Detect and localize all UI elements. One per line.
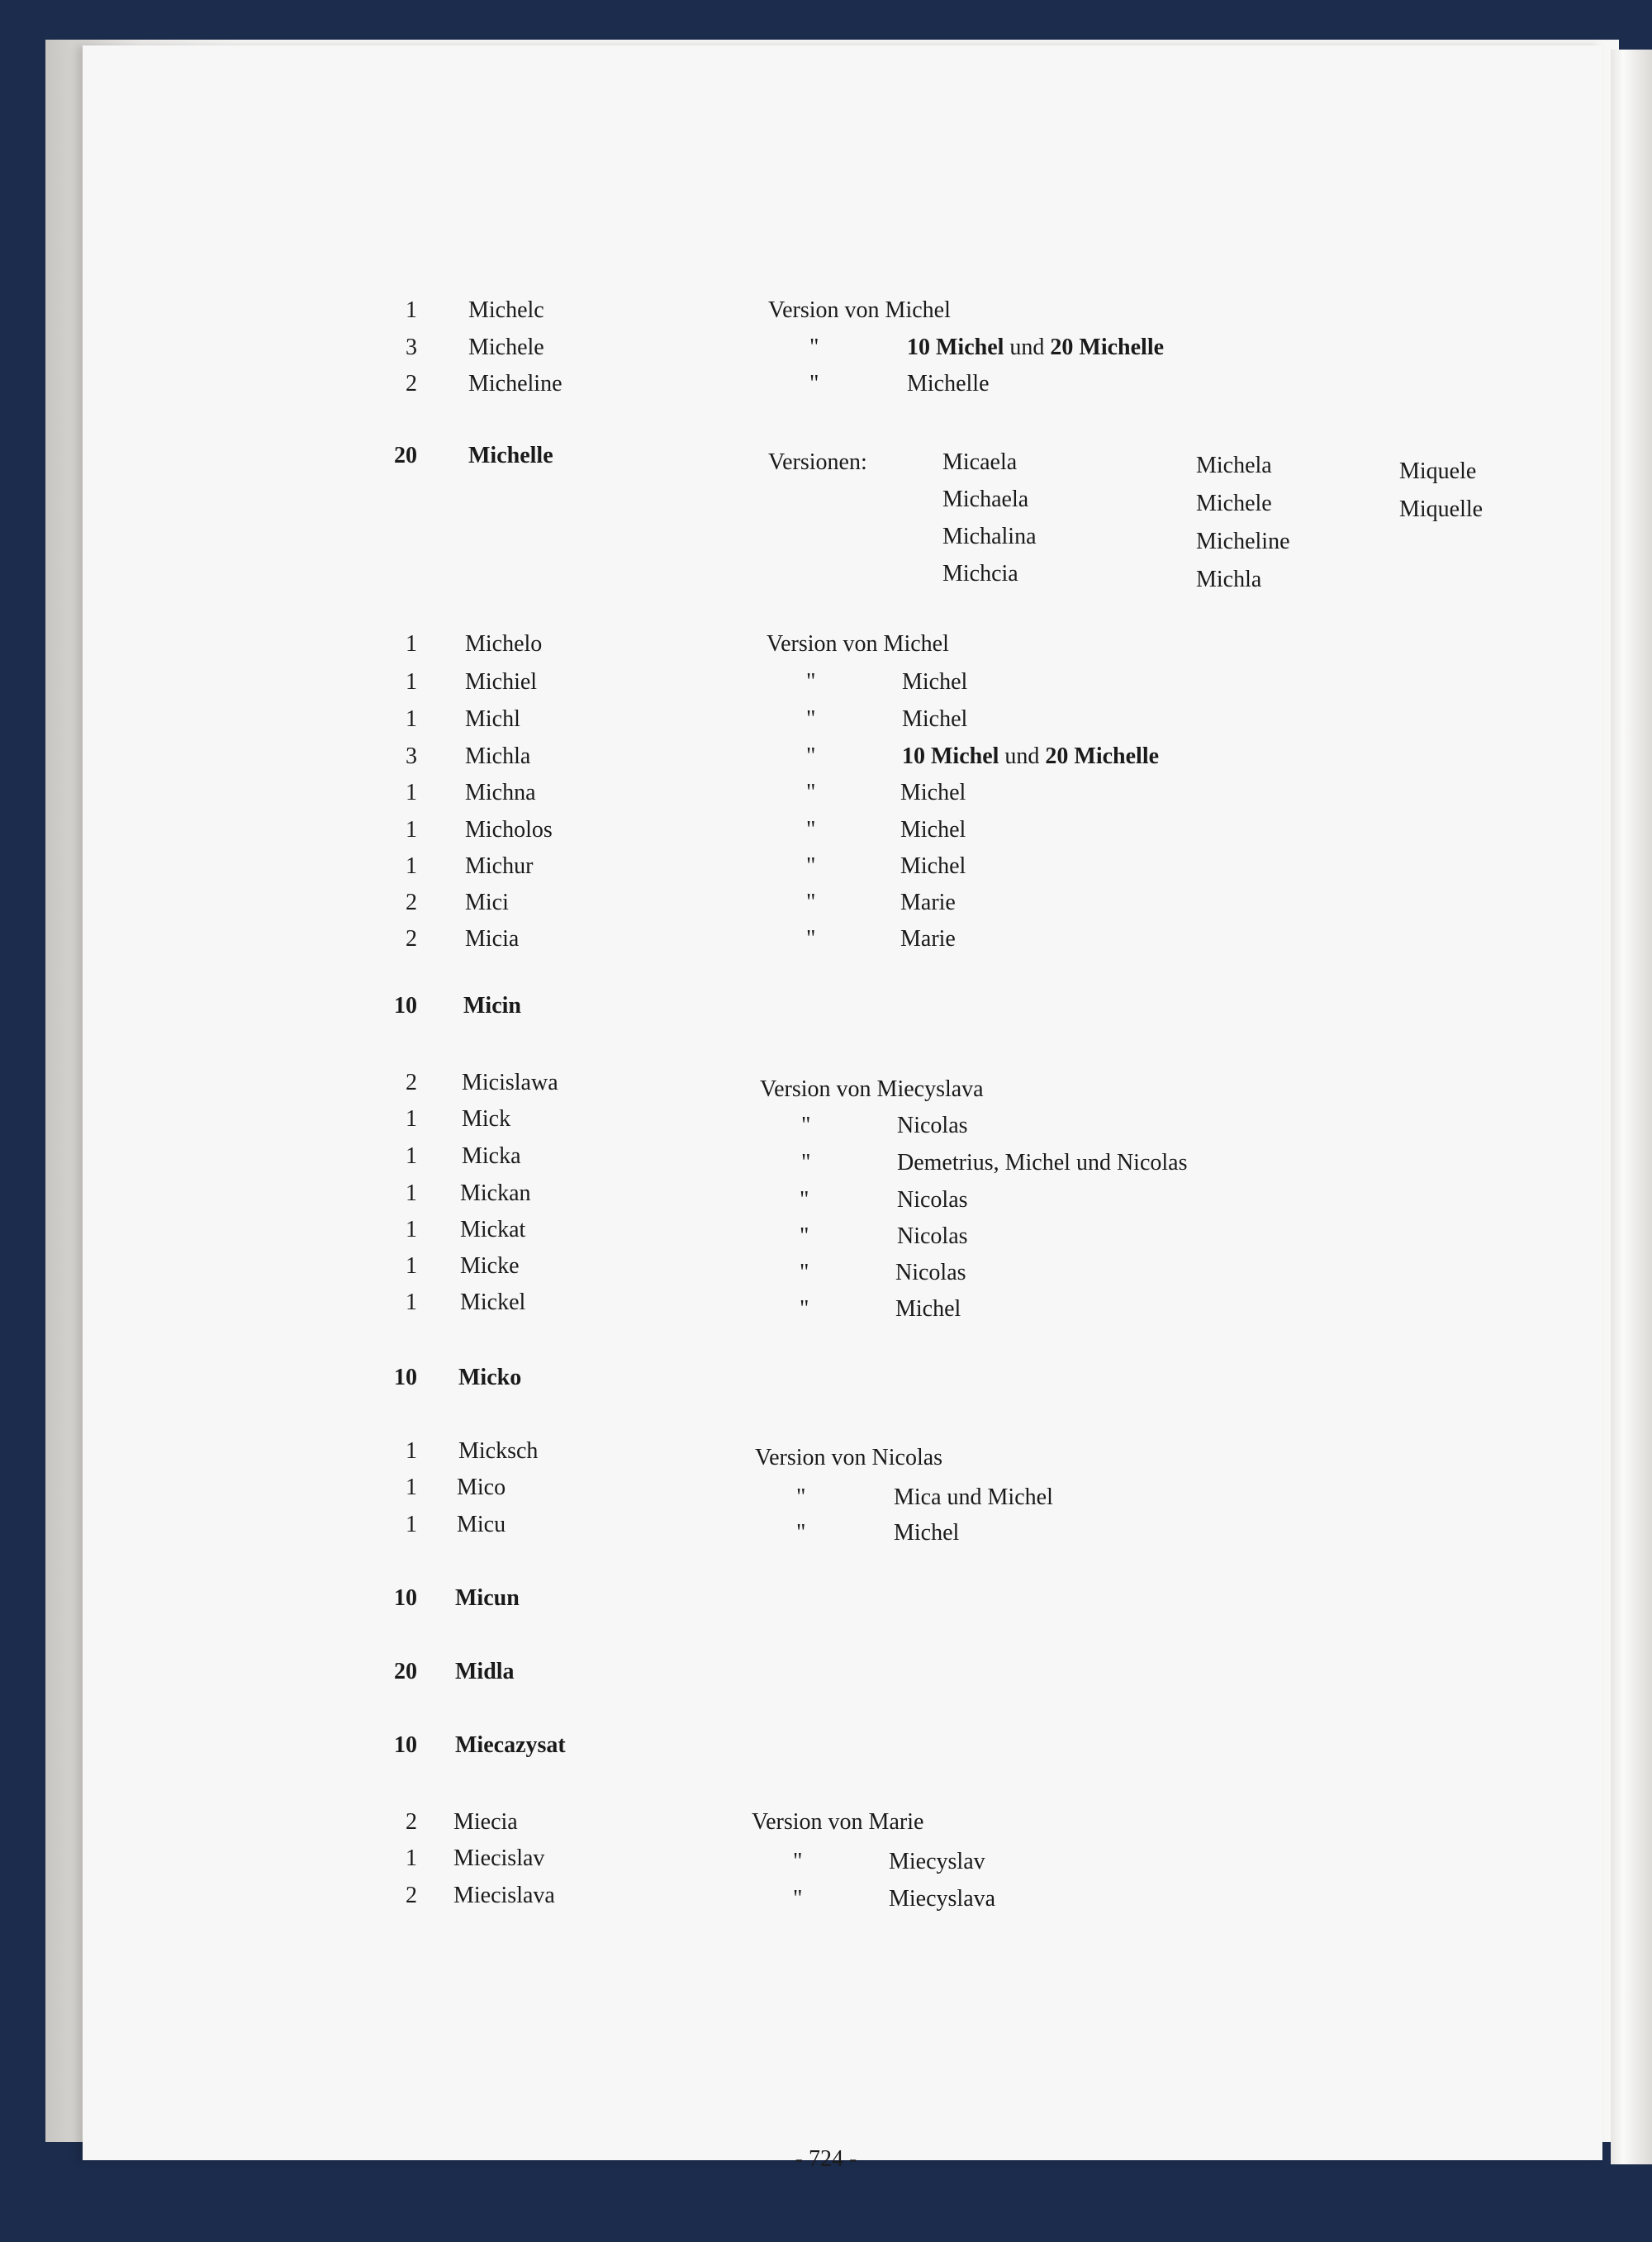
entry-name: Michelo bbox=[465, 631, 543, 657]
entry-name: Miecislava bbox=[453, 1883, 555, 1908]
entry-count: 1 bbox=[406, 1217, 417, 1242]
list-item bbox=[0, 1433, 1652, 1470]
version-name: Michele bbox=[1196, 491, 1272, 516]
ref-bold: 10 Michel bbox=[907, 335, 1004, 360]
ditto-mark: " bbox=[806, 926, 816, 952]
entry-name: Mici bbox=[465, 890, 509, 915]
ditto-mark: " bbox=[793, 1886, 803, 1912]
list-item bbox=[0, 1580, 1652, 1617]
entry-count: 2 bbox=[406, 890, 417, 915]
entry-reference: Nicolas bbox=[897, 1223, 968, 1249]
entry-reference: Miecyslava bbox=[889, 1886, 996, 1912]
entry-count: 2 bbox=[406, 1070, 417, 1095]
page-number: - 724 - bbox=[795, 2146, 857, 2172]
entry-reference: Michel bbox=[900, 780, 966, 805]
entry-count: 1 bbox=[406, 1512, 417, 1537]
entry-name: Micia bbox=[465, 926, 520, 952]
list-item bbox=[0, 1654, 1652, 1690]
entry-reference: Michel bbox=[902, 669, 968, 695]
entry-name: Micin bbox=[463, 993, 521, 1019]
list-item bbox=[0, 1101, 1652, 1138]
list-item bbox=[0, 701, 1652, 738]
entry-count: 1 bbox=[406, 631, 417, 657]
entry-name: Mico bbox=[457, 1475, 506, 1500]
list-item bbox=[0, 1878, 1652, 1914]
list-item bbox=[0, 1727, 1652, 1764]
ditto-mark: " bbox=[793, 1849, 803, 1874]
entry-name: Mick bbox=[462, 1106, 511, 1132]
entry-count: 2 bbox=[406, 371, 417, 397]
entry-name: Micheline bbox=[468, 371, 563, 397]
entry-reference: Demetrius, Michel und Nicolas bbox=[897, 1150, 1188, 1176]
list-item bbox=[0, 1138, 1652, 1175]
version-name: Michalina bbox=[942, 524, 1037, 549]
version-name: Michcia bbox=[942, 561, 1018, 587]
ref-bold: 10 Michel bbox=[902, 743, 999, 769]
entry-reference: Michel bbox=[902, 706, 968, 732]
ditto-mark: " bbox=[800, 1223, 809, 1249]
ditto-mark: " bbox=[796, 1520, 806, 1546]
entry-count: 2 bbox=[406, 1883, 417, 1908]
version-name: Micheline bbox=[1196, 529, 1290, 554]
entry-reference: Marie bbox=[900, 890, 956, 915]
entry-reference bbox=[907, 330, 1164, 366]
list-item bbox=[0, 921, 1652, 957]
list-item bbox=[0, 1360, 1652, 1396]
entry-count: 20 bbox=[394, 443, 417, 468]
entry-count: 3 bbox=[406, 743, 417, 769]
list-item bbox=[0, 988, 1652, 1024]
ditto-mark: " bbox=[800, 1296, 809, 1322]
entry-name: Micu bbox=[457, 1512, 506, 1537]
entry-count: 1 bbox=[406, 1475, 417, 1500]
entry-name: Miecia bbox=[453, 1809, 518, 1835]
entry-description: Version von Michel bbox=[768, 297, 951, 323]
entry-name: Mickat bbox=[460, 1217, 526, 1242]
ditto-mark: " bbox=[806, 780, 816, 805]
version-name: Michela bbox=[1196, 453, 1272, 478]
list-item bbox=[0, 1212, 1652, 1248]
ditto-mark: " bbox=[806, 706, 816, 732]
entry-reference: Michel bbox=[895, 1296, 961, 1322]
entry-reference: Nicolas bbox=[895, 1260, 966, 1285]
ditto-mark: " bbox=[806, 853, 816, 879]
entry-count: 10 bbox=[394, 1585, 417, 1611]
entry-name: Miecislav bbox=[453, 1845, 545, 1871]
entry-count: 1 bbox=[406, 817, 417, 843]
entry-reference: Michelle bbox=[907, 371, 990, 397]
list-item bbox=[0, 1841, 1652, 1877]
list-item bbox=[0, 664, 1652, 701]
list-item bbox=[0, 1248, 1652, 1285]
entry-name: Micun bbox=[455, 1585, 520, 1611]
entry-count: 1 bbox=[406, 669, 417, 695]
ditto-mark: " bbox=[796, 1484, 806, 1510]
entry-count: 1 bbox=[406, 1143, 417, 1169]
ditto-mark: " bbox=[809, 371, 819, 397]
entry-reference bbox=[902, 739, 1159, 775]
list-item bbox=[0, 1804, 1652, 1841]
entry-count: 10 bbox=[394, 993, 417, 1019]
entry-name: Mickel bbox=[460, 1290, 526, 1315]
list-item bbox=[0, 626, 1652, 663]
ditto-mark: " bbox=[806, 817, 816, 843]
entry-reference: Nicolas bbox=[897, 1187, 968, 1213]
list-item bbox=[0, 1285, 1652, 1321]
entry-count: 20 bbox=[394, 1659, 417, 1684]
entry-description: Version von Nicolas bbox=[755, 1445, 943, 1470]
list-item bbox=[0, 330, 1652, 366]
list-item bbox=[0, 1176, 1652, 1212]
entry-reference: Nicolas bbox=[897, 1113, 968, 1138]
entry-count: 1 bbox=[406, 1438, 417, 1464]
list-item bbox=[0, 1470, 1652, 1510]
ref-conjunction: und bbox=[1004, 335, 1051, 360]
ditto-mark: " bbox=[806, 890, 816, 915]
version-name: Micaela bbox=[942, 449, 1018, 475]
entry-reference: Michel bbox=[900, 853, 966, 879]
entry-count: 1 bbox=[406, 1253, 417, 1279]
ref-bold: 20 Michelle bbox=[1050, 335, 1165, 360]
ditto-mark: " bbox=[801, 1150, 811, 1176]
entry-count: 1 bbox=[406, 853, 417, 879]
entry-count: 1 bbox=[406, 1845, 417, 1871]
list-item bbox=[0, 775, 1652, 811]
entry-count: 1 bbox=[406, 1180, 417, 1206]
entry-count: 1 bbox=[406, 706, 417, 732]
list-item bbox=[0, 739, 1652, 775]
ref-conjunction: und bbox=[999, 743, 1046, 769]
entry-reference: Marie bbox=[900, 926, 956, 952]
entry-description: Version von Miecyslava bbox=[760, 1076, 984, 1102]
entry-name: Miecazysat bbox=[455, 1732, 566, 1758]
entry-name: Michna bbox=[465, 780, 536, 805]
entry-name: Micka bbox=[462, 1143, 521, 1169]
ref-bold: 20 Michelle bbox=[1045, 743, 1160, 769]
entry-count: 2 bbox=[406, 1809, 417, 1835]
entry-name: Michelle bbox=[468, 443, 553, 468]
entry-count: 1 bbox=[406, 1106, 417, 1132]
version-name: Miquele bbox=[1399, 458, 1477, 484]
ditto-mark: " bbox=[801, 1113, 811, 1138]
entry-reference: Michel bbox=[900, 817, 966, 843]
entry-name: Michelc bbox=[468, 297, 544, 323]
version-name: Michla bbox=[1196, 567, 1262, 592]
entry-name: Micke bbox=[460, 1253, 520, 1279]
entry-description: Version von Michel bbox=[767, 631, 949, 657]
list-item bbox=[0, 812, 1652, 848]
list-item bbox=[0, 1507, 1652, 1546]
list-item bbox=[0, 848, 1652, 885]
ditto-mark: " bbox=[806, 743, 816, 769]
entry-count: 1 bbox=[406, 780, 417, 805]
entry-name: Midla bbox=[455, 1659, 515, 1684]
entry-description: Version von Marie bbox=[752, 1809, 924, 1835]
entry-name: Micksch bbox=[458, 1438, 539, 1464]
entry-count: 1 bbox=[406, 297, 417, 323]
ditto-mark: " bbox=[806, 669, 816, 695]
list-item bbox=[0, 292, 1652, 329]
entry-name: Michur bbox=[465, 853, 534, 879]
entry-reference: Miecyslav bbox=[889, 1849, 985, 1874]
list-item bbox=[0, 366, 1652, 402]
entry-count: 10 bbox=[394, 1732, 417, 1758]
entry-count: 10 bbox=[394, 1365, 417, 1390]
entry-reference: Michel bbox=[894, 1520, 960, 1546]
entry-name: Michla bbox=[465, 743, 531, 769]
version-name: Michaela bbox=[942, 487, 1029, 512]
entry-count: 1 bbox=[406, 1290, 417, 1315]
entry-name: Michl bbox=[465, 706, 520, 732]
list-item bbox=[0, 885, 1652, 921]
entry-name: Micislawa bbox=[462, 1070, 558, 1095]
entry-name: Micholos bbox=[465, 817, 553, 843]
ditto-mark: " bbox=[800, 1260, 809, 1285]
entry-name: Micko bbox=[458, 1365, 522, 1390]
version-name: Miquelle bbox=[1399, 496, 1483, 522]
entry-reference: Mica und Michel bbox=[894, 1484, 1053, 1510]
entry-description: Versionen: bbox=[768, 449, 867, 475]
entry-count: 3 bbox=[406, 335, 417, 360]
list-item bbox=[0, 1065, 1652, 1101]
entry-name: Michele bbox=[468, 335, 544, 360]
entry-name: Michiel bbox=[465, 669, 538, 695]
entry-count: 2 bbox=[406, 926, 417, 952]
entry-name: Mickan bbox=[460, 1180, 531, 1206]
ditto-mark: " bbox=[800, 1187, 809, 1213]
ditto-mark: " bbox=[809, 335, 819, 360]
